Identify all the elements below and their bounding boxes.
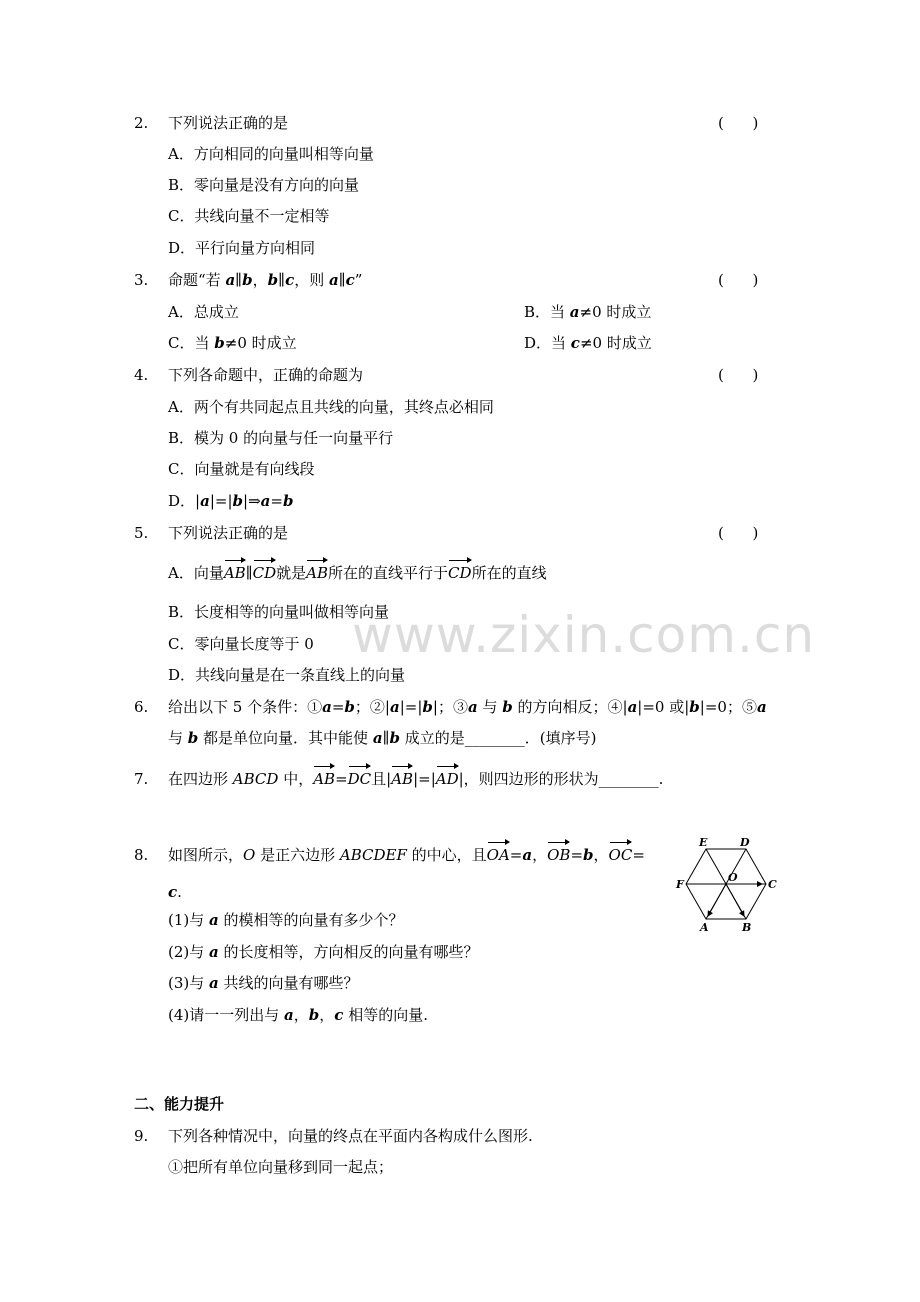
q4-number: 4.: [134, 366, 149, 384]
label-d: D: [740, 836, 750, 849]
watermark: www.zixin.com.cn: [352, 606, 816, 664]
q6-line2: 与 b 都是单位向量．其中能使 a∥b 成立的是________．(填序号): [168, 729, 597, 747]
q2-number: 2.: [134, 114, 149, 132]
q4-option-b: B．模为 0 的向量与任一向量平行: [168, 429, 394, 447]
q7-text: 在四边形 ABCD 中，AB=DC且|AB|=|AD|，则四边形的形状为________.: [168, 770, 664, 788]
q3-answer-paren: ( ): [718, 271, 759, 289]
q5-number: 5.: [134, 524, 149, 542]
label-b: B: [742, 921, 752, 934]
label-c: C: [768, 878, 777, 891]
q8-line1: 如图所示，O 是正六边形 ABCDEF 的中心，且OA=a，OB=b，OC=: [168, 846, 645, 864]
q8-sub4: (4)请一一列出与 a，b，c 相等的向量.: [168, 1006, 428, 1024]
q5-stem: 下列说法正确的是: [168, 524, 289, 542]
q7-number: 7.: [134, 770, 149, 788]
q2-option-b: B．零向量是没有方向的向量: [168, 176, 360, 194]
q5-option-d: D．共线向量是在一条直线上的向量: [168, 666, 406, 684]
q8-sub1: (1)与 a 的模相等的向量有多少个？: [168, 911, 404, 929]
q5-option-c: C．零向量长度等于 0: [168, 635, 314, 653]
q8-sub3: (3)与 a 共线的向量有哪些？: [168, 974, 359, 992]
q9-number: 9.: [134, 1127, 149, 1145]
section-heading: 二、能力提升: [134, 1095, 225, 1113]
q5-option-a: A．向量AB∥CD就是AB所在的直线平行于CD所在的直线: [168, 564, 547, 582]
q4-answer-paren: ( ): [718, 366, 759, 384]
q8-number: 8.: [134, 846, 149, 864]
q3-option-a: A．总成立: [168, 303, 239, 321]
q4-option-d: D．|a|=|b|⇒a=b: [168, 492, 294, 510]
q2-stem: 下列说法正确的是: [168, 114, 289, 132]
q3-option-c: C．当 b≠0 时成立: [168, 334, 297, 352]
q6-number: 6.: [134, 698, 149, 716]
q8-line2: c.: [168, 883, 182, 901]
q5-option-b: B．长度相等的向量叫做相等向量: [168, 603, 390, 621]
q4-option-c: C．向量就是有向线段: [168, 460, 315, 478]
q9-sub1: ①把所有单位向量移到同一起点；: [168, 1158, 394, 1176]
q9-stem: 下列各种情况中，向量的终点在平面内各构成什么图形.: [168, 1127, 533, 1145]
q3-stem: 命题“若 a∥b，b∥c，则 a∥c”: [168, 271, 363, 289]
q8-sub2: (2)与 a 的长度相等，方向相反的向量有哪些？: [168, 943, 479, 961]
hexagon-figure: [672, 836, 784, 936]
q4-stem: 下列各命题中，正确的命题为: [168, 366, 364, 384]
label-a: A: [700, 921, 709, 934]
q3-number: 3.: [134, 271, 149, 289]
q5-answer-paren: ( ): [718, 524, 759, 542]
q2-option-a: A．方向相同的向量叫相等向量: [168, 145, 374, 163]
label-f: F: [676, 878, 684, 891]
q2-answer-paren: ( ): [718, 114, 759, 132]
q3-option-b: B．当 a≠0 时成立: [524, 303, 652, 321]
q2-option-c: C．共线向量不一定相等: [168, 207, 330, 225]
q6-line1: 给出以下 5 个条件：①a=b；②|a|=|b|；③a 与 b 的方向相反；④|a|=0 或|b|=0；⑤a: [168, 698, 767, 716]
q3-option-d: D．当 c≠0 时成立: [524, 334, 652, 352]
label-o: O: [728, 871, 738, 884]
q4-option-a: A．两个有共同起点且共线的向量，其终点必相同: [168, 398, 494, 416]
label-e: E: [699, 836, 708, 849]
q2-option-d: D．平行向量方向相同: [168, 239, 316, 257]
